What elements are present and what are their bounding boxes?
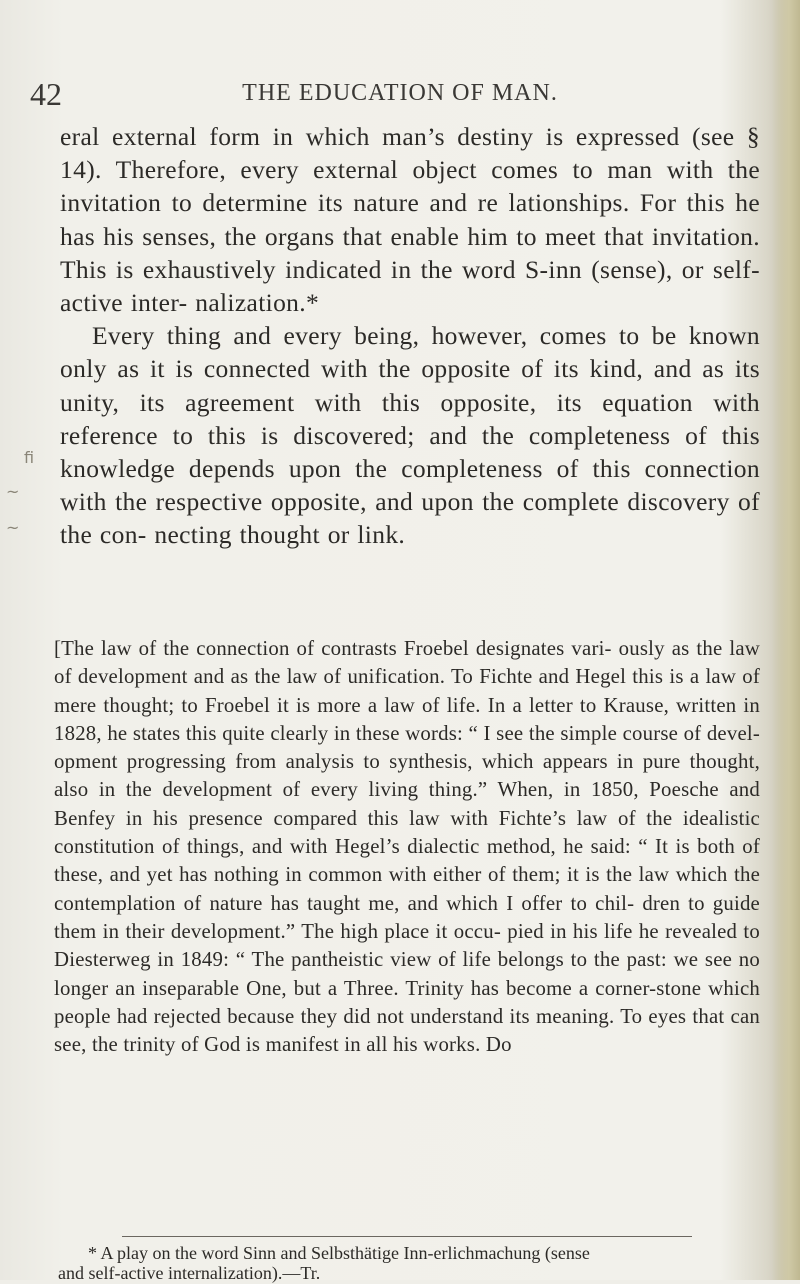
footnote-line-2: and self-active internalization).—Tr.	[58, 1263, 321, 1283]
page-header	[0, 76, 800, 116]
margin-marks	[2, 448, 62, 608]
editor-note: [The law of the connection of contrasts Froebel designates vari- ously as the law of development and as the law of unification. To Fichte and Hegel this is a law of mere thought; to Froebel it is more a law of life. In a letter to Krause, written in 1828, he states this quite clearly in these words: “ I see the simple course of devel- opment progressing from analysis to synthesis, which appears in pure thought, also in the development of every living thing.” When, in 1850, Poesche and Benfey in his presence compared this law with Fichte’s law of the idealistic constitution of things, and with Hegel’s dialectic method, he said: “ It is both of these, and yet has nothing in common with either of them; it is the law which the contemplation of nature has taught me, and which I offer to chil- dren to guide them in their development.” The high place it occu- pied in his life he revealed to Diesterweg in 1849: “ The pantheistic view of life belongs to the past: we see no longer an inseparable One, but a Three. Trinity has become a corner-stone which people had rejected because they did not understand its meaning. To eyes that can see, the trinity of God is manifest in all his works. Do	[54, 637, 760, 1057]
footnote-rule	[122, 1236, 692, 1237]
margin-mark-1: ﬁ	[24, 448, 35, 467]
page-edge	[772, 0, 800, 1280]
page-number: 42	[30, 76, 62, 112]
footnote-line-1: * A play on the word Sinn and Selbsthätige Inn-erlichmachung (sense	[88, 1243, 590, 1263]
main-text	[60, 120, 760, 552]
margin-mark-3: ~	[6, 518, 20, 537]
paragraph-1: eral external form in which man’s destiny is expressed (see § 14). Therefore, every external object comes to man with the invitation to determine its nature and re lationships. For this he has his senses, the organs that enable him to meet that invitation. This is exhaustively indicated in the word S-inn (sense), or self-active inter- nalization.*	[60, 122, 760, 318]
paragraph-2: Every thing and every being, however, comes to be known only as it is connected with the opposite of its kind, and as its unity, its agreement with this opposite, its equation with reference to this is discovered; and the completeness of this knowledge depends upon the completeness of this connection with the respective opposite, and upon the complete discovery of the con- necting thought or link.	[60, 321, 760, 550]
running-head: THE EDUCATION OF MAN.	[242, 80, 558, 106]
margin-mark-2: ~	[6, 482, 20, 501]
